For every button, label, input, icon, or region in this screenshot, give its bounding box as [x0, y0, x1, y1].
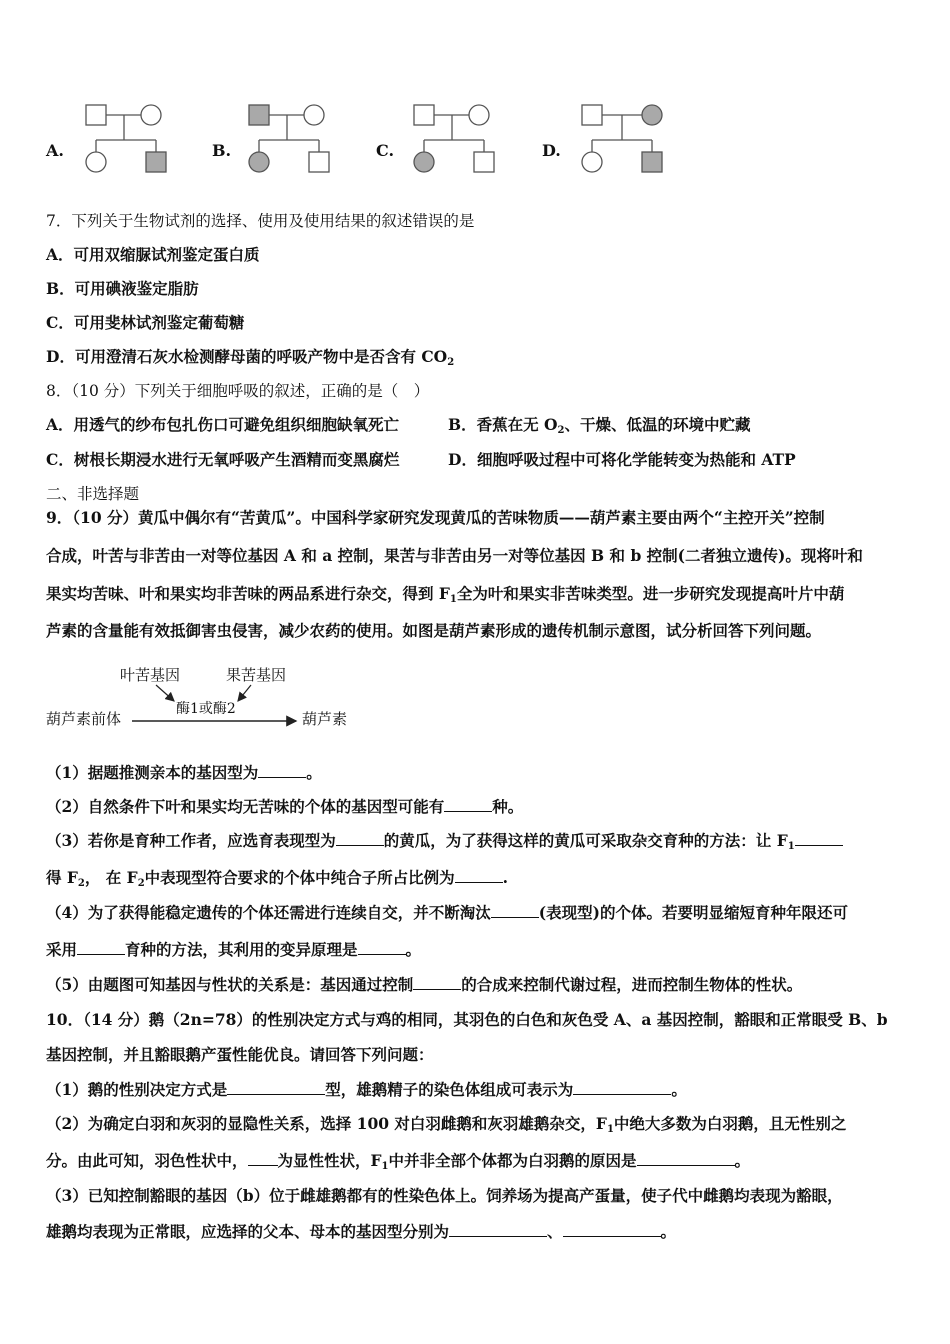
q10-part-3: （3）已知控制豁眼的基因（b）位于雌雄鹅都有的性染色体上。饲养场为提高产蛋量，使子代中雌鹅均表现为豁眼， [46, 1186, 843, 1205]
answer-blank[interactable] [413, 975, 461, 990]
answer-blank[interactable] [795, 831, 843, 846]
section-heading: 二、非选择题 [46, 485, 140, 503]
pedigree-a [82, 100, 172, 176]
leaf-bitter-gene-label: 叶苦基因 [120, 666, 181, 684]
answer-blank[interactable] [491, 903, 539, 918]
cucurbitacin-mechanism-diagram [46, 660, 376, 730]
q7-option-b: B．可用碘液鉴定脂肪 [46, 279, 199, 298]
mother-circle [304, 105, 324, 125]
q8-option-c: C．树根长期浸水进行无氧呼吸产生酒精而变黑腐烂 [46, 450, 400, 469]
answer-blank[interactable] [444, 797, 492, 812]
answer-blank[interactable] [449, 1222, 547, 1237]
q10-part-2: （2）为确定白羽和灰羽的显隐性关系，选择 100 对白羽雌鹅和灰羽雄鹅杂交，$F_1$中绝大多数为白羽鹅，且无性别之 [46, 1114, 847, 1135]
answer-blank[interactable] [573, 1080, 671, 1095]
answer-blank[interactable] [227, 1080, 325, 1095]
son-square [474, 152, 494, 172]
answer-blank[interactable] [336, 831, 384, 846]
affected-daughter-circle [414, 152, 434, 172]
precursor-label: 葫芦素前体 [46, 710, 122, 728]
father-square [86, 105, 106, 125]
q9-text-line-3: 果实均苦味、叶和果实均非苦味的两品系进行杂交，得到 $F_1$全为叶和果实非苦味类型。进一步研究发现提高叶片中葫 [46, 584, 845, 605]
option-d-label: D. [542, 141, 561, 160]
answer-blank[interactable] [258, 763, 306, 778]
fruit-bitter-gene-label: 果苦基因 [226, 666, 287, 684]
pedigree-d [578, 100, 668, 176]
affected-son-square [146, 152, 166, 172]
affected-son-square [642, 152, 662, 172]
q8-option-b: B．香蕉在无 $O_2$、干燥、低温的环境中贮藏 [448, 415, 751, 436]
answer-blank[interactable] [637, 1151, 735, 1166]
answer-blank[interactable] [455, 868, 503, 883]
q9-text-line-4: 芦素的含量能有效抵御害虫侵害，减少农药的使用。如图是葫芦素形成的遗传机制示意图，试分析回答下列问题。 [46, 621, 822, 640]
affected-mother-circle [642, 105, 662, 125]
q10-part-3-cont: 雄鹅均表现为正常眼，应选择的父本、母本的基因型分别为 、 。 [46, 1222, 677, 1241]
affected-father-square [249, 105, 269, 125]
daughter-circle [582, 152, 602, 172]
q9-text-line-2: 合成，叶苦与非苦由一对等位基因 A 和 a 控制，果苦与非苦由另一对等位基因 B 和 b 控制(二者独立遗传)。现将叶和 [46, 546, 863, 565]
answer-blank[interactable] [358, 940, 406, 955]
leaf-gene-arrow [156, 685, 174, 701]
q9-part-4-cont: 采用 育种的方法，其利用的变异原理是 。 [46, 940, 422, 959]
q10-part-1: （1）鹅的性别决定方式是 型，雄鹅精子的染色体组成可表示为 。 [46, 1080, 687, 1099]
option-b-label: B. [212, 141, 232, 160]
q8-option-d: D．细胞呼吸过程中可将化学能转变为热能和 ATP [448, 450, 796, 469]
q9-part-3: （3）若你是育种工作者，应选育表现型为 的黄瓜，为了获得这样的黄瓜可采取杂交育种的方法：让 $F_1$ [46, 831, 843, 851]
q9-text-line-1: 9．（10 分）黄瓜中偶尔有“苦黄瓜”。中国科学家研究发现黄瓜的苦味物质——葫芦素主要由两个“主控开关”控制 [46, 508, 825, 527]
q9-part-4: （4）为了获得能稳定遗传的个体还需进行连续自交，并不断淘汰 (表现型)的个体。若要明显缩短育种年限还可 [46, 903, 848, 922]
pedigree-c [410, 100, 500, 176]
enzyme-label: 酶1或酶2 [176, 701, 236, 717]
q9-part-1: （1）据题推测亲本的基因型为 。 [46, 763, 322, 782]
option-a-label: A. [46, 141, 64, 160]
q9-part-3-cont: 得 $F_2$， 在 $F_2$中表现型符合要求的个体中纯合子所占比例为 . [46, 868, 509, 889]
q9-part-5: （5）由题图可知基因与性状的关系是：基因通过控制 的合成来控制代谢过程，进而控制生物体的性状。 [46, 975, 803, 994]
father-square [414, 105, 434, 125]
mother-circle [469, 105, 489, 125]
affected-daughter-circle [249, 152, 269, 172]
q8-stem: 8．（10 分）下列关于细胞呼吸的叙述，正确的是（ ） [46, 382, 430, 400]
q10-text-line-2: 基因控制，并且豁眼鹅产蛋性能优良。请回答下列问题： [46, 1045, 434, 1064]
q7-stem: 7．下列关于生物试剂的选择、使用及使用结果的叙述错误的是 [46, 212, 475, 230]
product-label: 葫芦素 [302, 710, 348, 728]
q7-option-a: A．可用双缩脲试剂鉴定蛋白质 [46, 245, 260, 264]
answer-blank[interactable] [563, 1222, 661, 1237]
q9-part-2: （2）自然条件下叶和果实均无苦味的个体的基因型可能有 种。 [46, 797, 524, 816]
father-square [582, 105, 602, 125]
q10-part-2-cont: 分。由此可知，羽色性状中， 为显性性状，$F_1$中并非全部个体都为白羽鹅的原因是 。 [46, 1151, 751, 1172]
fruit-gene-arrow [238, 685, 251, 701]
q10-text-line-1: 10．（14 分）鹅（2n=78）的性别决定方式与鸡的相同，其羽色的白色和灰色受 A、a 基因控制，豁眼和正常眼受 B、b [46, 1010, 888, 1029]
option-c-label: C. [376, 141, 395, 160]
daughter-circle [86, 152, 106, 172]
answer-blank[interactable] [248, 1151, 278, 1166]
son-square [309, 152, 329, 172]
answer-blank[interactable] [77, 940, 125, 955]
diagram-arrows [46, 660, 376, 730]
q8-option-a: A．用透气的纱布包扎伤口可避免组织细胞缺氧死亡 [46, 415, 400, 434]
pedigree-b [245, 100, 335, 176]
mother-circle [141, 105, 161, 125]
q7-option-c: C．可用斐林试剂鉴定葡萄糖 [46, 313, 245, 332]
q7-option-d: D．可用澄清石灰水检测酵母菌的呼吸产物中是否含有 $CO_2$ [46, 347, 455, 368]
